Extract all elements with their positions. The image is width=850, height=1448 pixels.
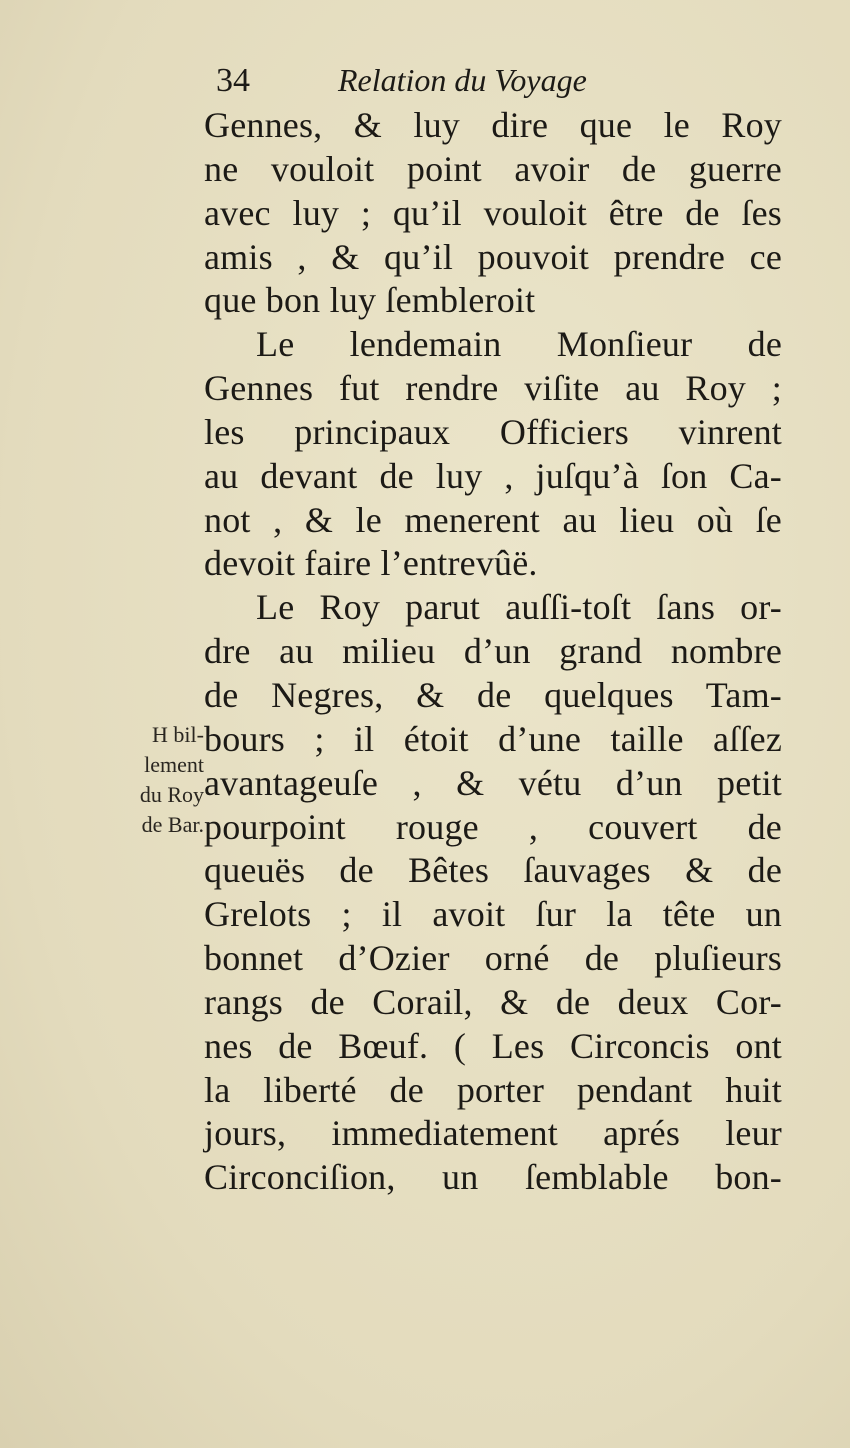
text-line: rangs de Corail, & de deux Cor- — [204, 981, 782, 1022]
marginal-note-line: lement — [144, 752, 204, 777]
text-line: queuës de Bêtes ſauvages & de — [204, 850, 782, 891]
marginal-note-line: de Bar. — [141, 812, 204, 837]
text-line: devoit faire l’entrevûë. — [204, 543, 538, 584]
text-line: au devant de luy , juſqu’à ſon Ca- — [204, 455, 782, 496]
text-line: amis , & qu’il pouvoit prendre ce — [204, 236, 782, 277]
text-line: de Negres, & de quelques Tam- — [204, 674, 782, 715]
text-line: jours, immediatement aprés leur — [204, 1113, 782, 1154]
text-line: Gennes fut rendre viſite au Roy ; — [204, 368, 782, 409]
text-line: avantageuſe , & vétu d’un petit — [204, 762, 782, 803]
text-line: la liberté de porter pendant huit — [204, 1069, 782, 1110]
text-line: pourpoint rouge , couvert de — [204, 806, 782, 847]
marginal-note — [108, 720, 204, 840]
text-line: que bon luy ſembleroit — [204, 280, 536, 321]
text-line: Circonciſion, un ſemblable bon- — [204, 1157, 782, 1198]
running-title: Relation du Voyage — [338, 62, 587, 98]
text-line: Grelots ; il avoit ſur la tête un — [204, 894, 782, 935]
text-line: nes de Bœuf. ( Les Circoncis ont — [204, 1025, 782, 1066]
text-line: Le Roy parut auſſi-toſt ſans or- — [256, 587, 782, 628]
text-line: Gennes, & luy dire que le Roy — [204, 105, 782, 145]
text-line: dre au milieu d’un grand nombre — [204, 631, 782, 672]
text-line: bours ; il étoit d’une taille aſſez — [204, 718, 782, 759]
body-text — [204, 104, 782, 1200]
text-line: bonnet d’Ozier orné de pluſieurs — [204, 938, 782, 979]
text-line: Le lendemain Monſieur de — [256, 324, 782, 365]
text-line: ne vouloit point avoir de guerre — [204, 148, 782, 189]
page-number: 34 — [216, 62, 250, 99]
marginal-note-line: du Roy — [139, 782, 204, 807]
running-head — [216, 62, 636, 106]
text-line: les principaux Officiers vinrent — [204, 411, 782, 452]
marginal-note-line: H bil- — [152, 722, 204, 747]
text-line: avec luy ; qu’il vouloit être de ſes — [204, 192, 782, 233]
text-line: not , & le menerent au lieu où ſe — [204, 499, 782, 540]
